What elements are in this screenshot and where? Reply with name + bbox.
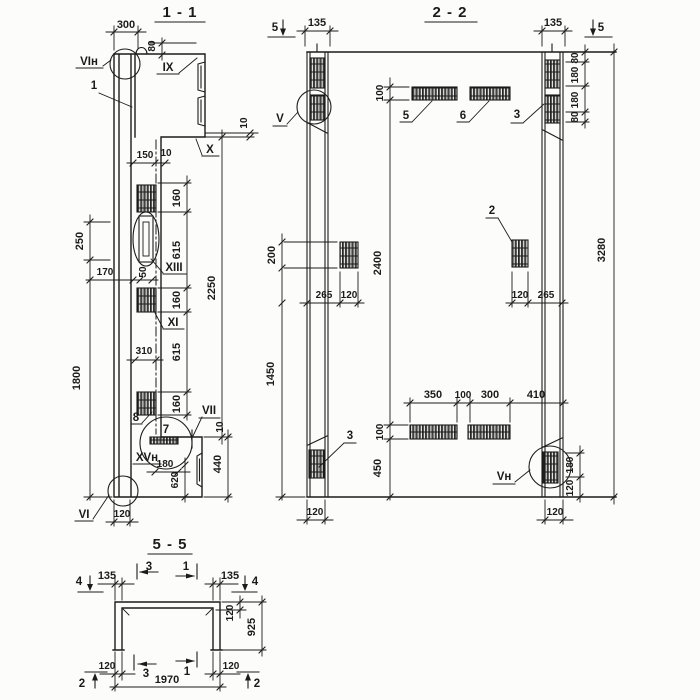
bar-mark-1-top: 1 — [182, 561, 190, 573]
dim-80-b: 80 — [570, 111, 581, 123]
cut-mark-4-left: 4 — [75, 576, 83, 588]
cut-mark-2-left: 2 — [78, 678, 86, 690]
dim-250: 250 — [74, 231, 86, 251]
detail-circle-vi — [108, 476, 138, 506]
bar-arrow-icon — [186, 574, 195, 579]
dim-925: 925 — [246, 617, 258, 637]
rib-embed — [545, 95, 560, 123]
dim-160-b: 160 — [171, 290, 183, 310]
weld-bar-item5 — [412, 87, 457, 100]
view-mark-xvn: XVн — [135, 452, 159, 464]
dim-135-left: 135 — [97, 570, 117, 582]
cut-arrow-icon — [280, 29, 286, 37]
embed-plate — [137, 185, 156, 212]
cut-mark-2-right: 2 — [253, 678, 261, 690]
item-3-top: 3 — [513, 109, 521, 121]
view-mark-x: X — [206, 144, 214, 156]
extension-lines — [115, 578, 266, 691]
section-2-2-title: 2 - 2 — [432, 4, 468, 21]
rib-embed — [545, 60, 560, 88]
weld-bar-bottom — [468, 425, 510, 439]
dim-265-sq2: 265 — [537, 290, 555, 301]
view-mark-v: V — [276, 113, 284, 125]
dim-120-bot-left: 120 — [98, 661, 116, 672]
dim-135-left: 135 — [307, 17, 327, 29]
cut-arrow-icon — [242, 584, 248, 591]
dim-120-br: 120 — [565, 479, 576, 497]
dim-100-bot: 100 — [454, 390, 472, 401]
item-8: 8 — [132, 412, 140, 424]
embed-plate — [137, 392, 156, 415]
slot-embed-inner — [143, 222, 149, 256]
section-5-5-title: 5 - 5 — [152, 536, 188, 553]
dim-120-sq2: 120 — [511, 290, 529, 301]
dim-310: 310 — [135, 346, 153, 357]
dim-160-c: 160 — [171, 394, 183, 414]
cut-mark-5-left: 5 — [271, 22, 279, 34]
dim-120-top: 120 — [225, 604, 236, 622]
dim-120-sq1: 120 — [340, 290, 358, 301]
dim-120-bot-right: 120 — [546, 507, 564, 518]
cut-arrow-icon — [590, 29, 596, 37]
bar-marker-lines — [134, 564, 197, 670]
dimension-lines — [282, 31, 614, 520]
item-7: 7 — [162, 424, 170, 436]
rib-embed — [543, 452, 558, 483]
lifting-loop — [136, 48, 147, 55]
cut-arrow-icon — [87, 584, 93, 591]
dim-50: 50 — [138, 266, 149, 278]
dim-200: 200 — [266, 245, 278, 265]
dim-410: 410 — [526, 389, 546, 401]
cut-mark-4-right: 4 — [251, 576, 259, 588]
dim-180-br: 180 — [565, 456, 576, 474]
dim-100-bar: 100 — [375, 423, 386, 441]
item-3-bottom: 3 — [346, 430, 354, 442]
rib-embed — [310, 95, 325, 120]
dim-150: 150 — [136, 150, 154, 161]
bar-arrow-icon — [186, 659, 195, 664]
edge-channel-embed-bottom — [197, 453, 202, 487]
bar-mark-3-top: 3 — [145, 561, 153, 573]
bar-arrow-icon — [138, 662, 147, 667]
section-2-2 — [265, 4, 617, 524]
dim-135-right: 135 — [220, 570, 240, 582]
dim-440: 440 — [212, 454, 224, 474]
bar-mark-3-bottom: 3 — [142, 668, 150, 680]
view-mark-xi: XI — [167, 317, 179, 329]
embed-square — [340, 242, 358, 268]
dim-170: 170 — [96, 267, 114, 278]
dim-450: 450 — [372, 458, 384, 478]
view-mark-vn: Vн — [496, 471, 512, 483]
dim-615-b: 615 — [171, 342, 183, 362]
view-mark-vin: VIн — [80, 56, 98, 68]
cut-arrow-icon — [245, 673, 251, 681]
dim-120: 120 — [113, 509, 131, 520]
view-mark-ix: IX — [162, 62, 174, 74]
section-1-1-title: 1 - 1 — [162, 4, 198, 21]
dim-300: 300 — [116, 19, 136, 31]
corner-weld-ticks — [123, 609, 212, 615]
dim-135-right: 135 — [543, 17, 563, 29]
slot-embed-outer — [139, 216, 153, 262]
dim-180-a: 180 — [570, 66, 581, 84]
edge-channel-embeds — [198, 62, 205, 126]
dim-300: 300 — [480, 389, 500, 401]
item-6: 6 — [459, 110, 467, 122]
dim-80: 80 — [147, 40, 158, 52]
rib-embed — [310, 58, 325, 88]
cut-arrow-icon — [92, 673, 98, 681]
dim-120-bot-right: 120 — [222, 661, 240, 672]
view-mark-vii: VII — [201, 405, 217, 417]
dim-350: 350 — [423, 389, 443, 401]
dim-10-top: 10 — [239, 117, 250, 129]
section-5-5 — [76, 536, 266, 691]
dim-80-a: 80 — [570, 52, 581, 64]
dim-615-a: 615 — [171, 240, 183, 260]
view-mark-xiii: XIII — [165, 262, 183, 274]
dim-180: 180 — [156, 459, 174, 470]
dim-2400: 2400 — [372, 250, 384, 276]
dim-2250: 2250 — [206, 275, 218, 301]
dim-10-mid: 10 — [160, 148, 172, 159]
dim-100-top: 100 — [375, 84, 386, 102]
embed-strip-detail7 — [150, 437, 178, 444]
dim-1970: 1970 — [154, 674, 180, 686]
dimension-ticks — [279, 28, 617, 523]
view-mark-vi: VI — [78, 509, 90, 521]
weld-bar-item6 — [470, 87, 510, 100]
item-2: 2 — [488, 205, 496, 217]
dim-3280: 3280 — [596, 237, 608, 263]
item-1: 1 — [90, 80, 98, 92]
channel-outline — [113, 602, 222, 650]
detail-oval-xiii — [133, 212, 159, 266]
dim-160-a: 160 — [171, 188, 183, 208]
dim-180-b: 180 — [570, 91, 581, 109]
embed-square-item2 — [512, 240, 528, 267]
panel-outline — [114, 54, 205, 497]
cut-mark-5-right: 5 — [597, 22, 605, 34]
embed-plate — [137, 288, 156, 312]
dim-1800: 1800 — [71, 365, 83, 391]
bar-mark-1-bottom: 1 — [183, 666, 191, 678]
dim-120-bot-left: 120 — [306, 507, 324, 518]
dim-265-sq1: 265 — [315, 290, 333, 301]
dim-1450: 1450 — [265, 361, 277, 387]
weld-bar-bottom — [410, 425, 457, 439]
item-5: 5 — [402, 110, 410, 122]
section-1-1 — [71, 4, 258, 526]
dim-10-bottom: 10 — [215, 421, 226, 433]
dim-620: 620 — [170, 471, 181, 489]
